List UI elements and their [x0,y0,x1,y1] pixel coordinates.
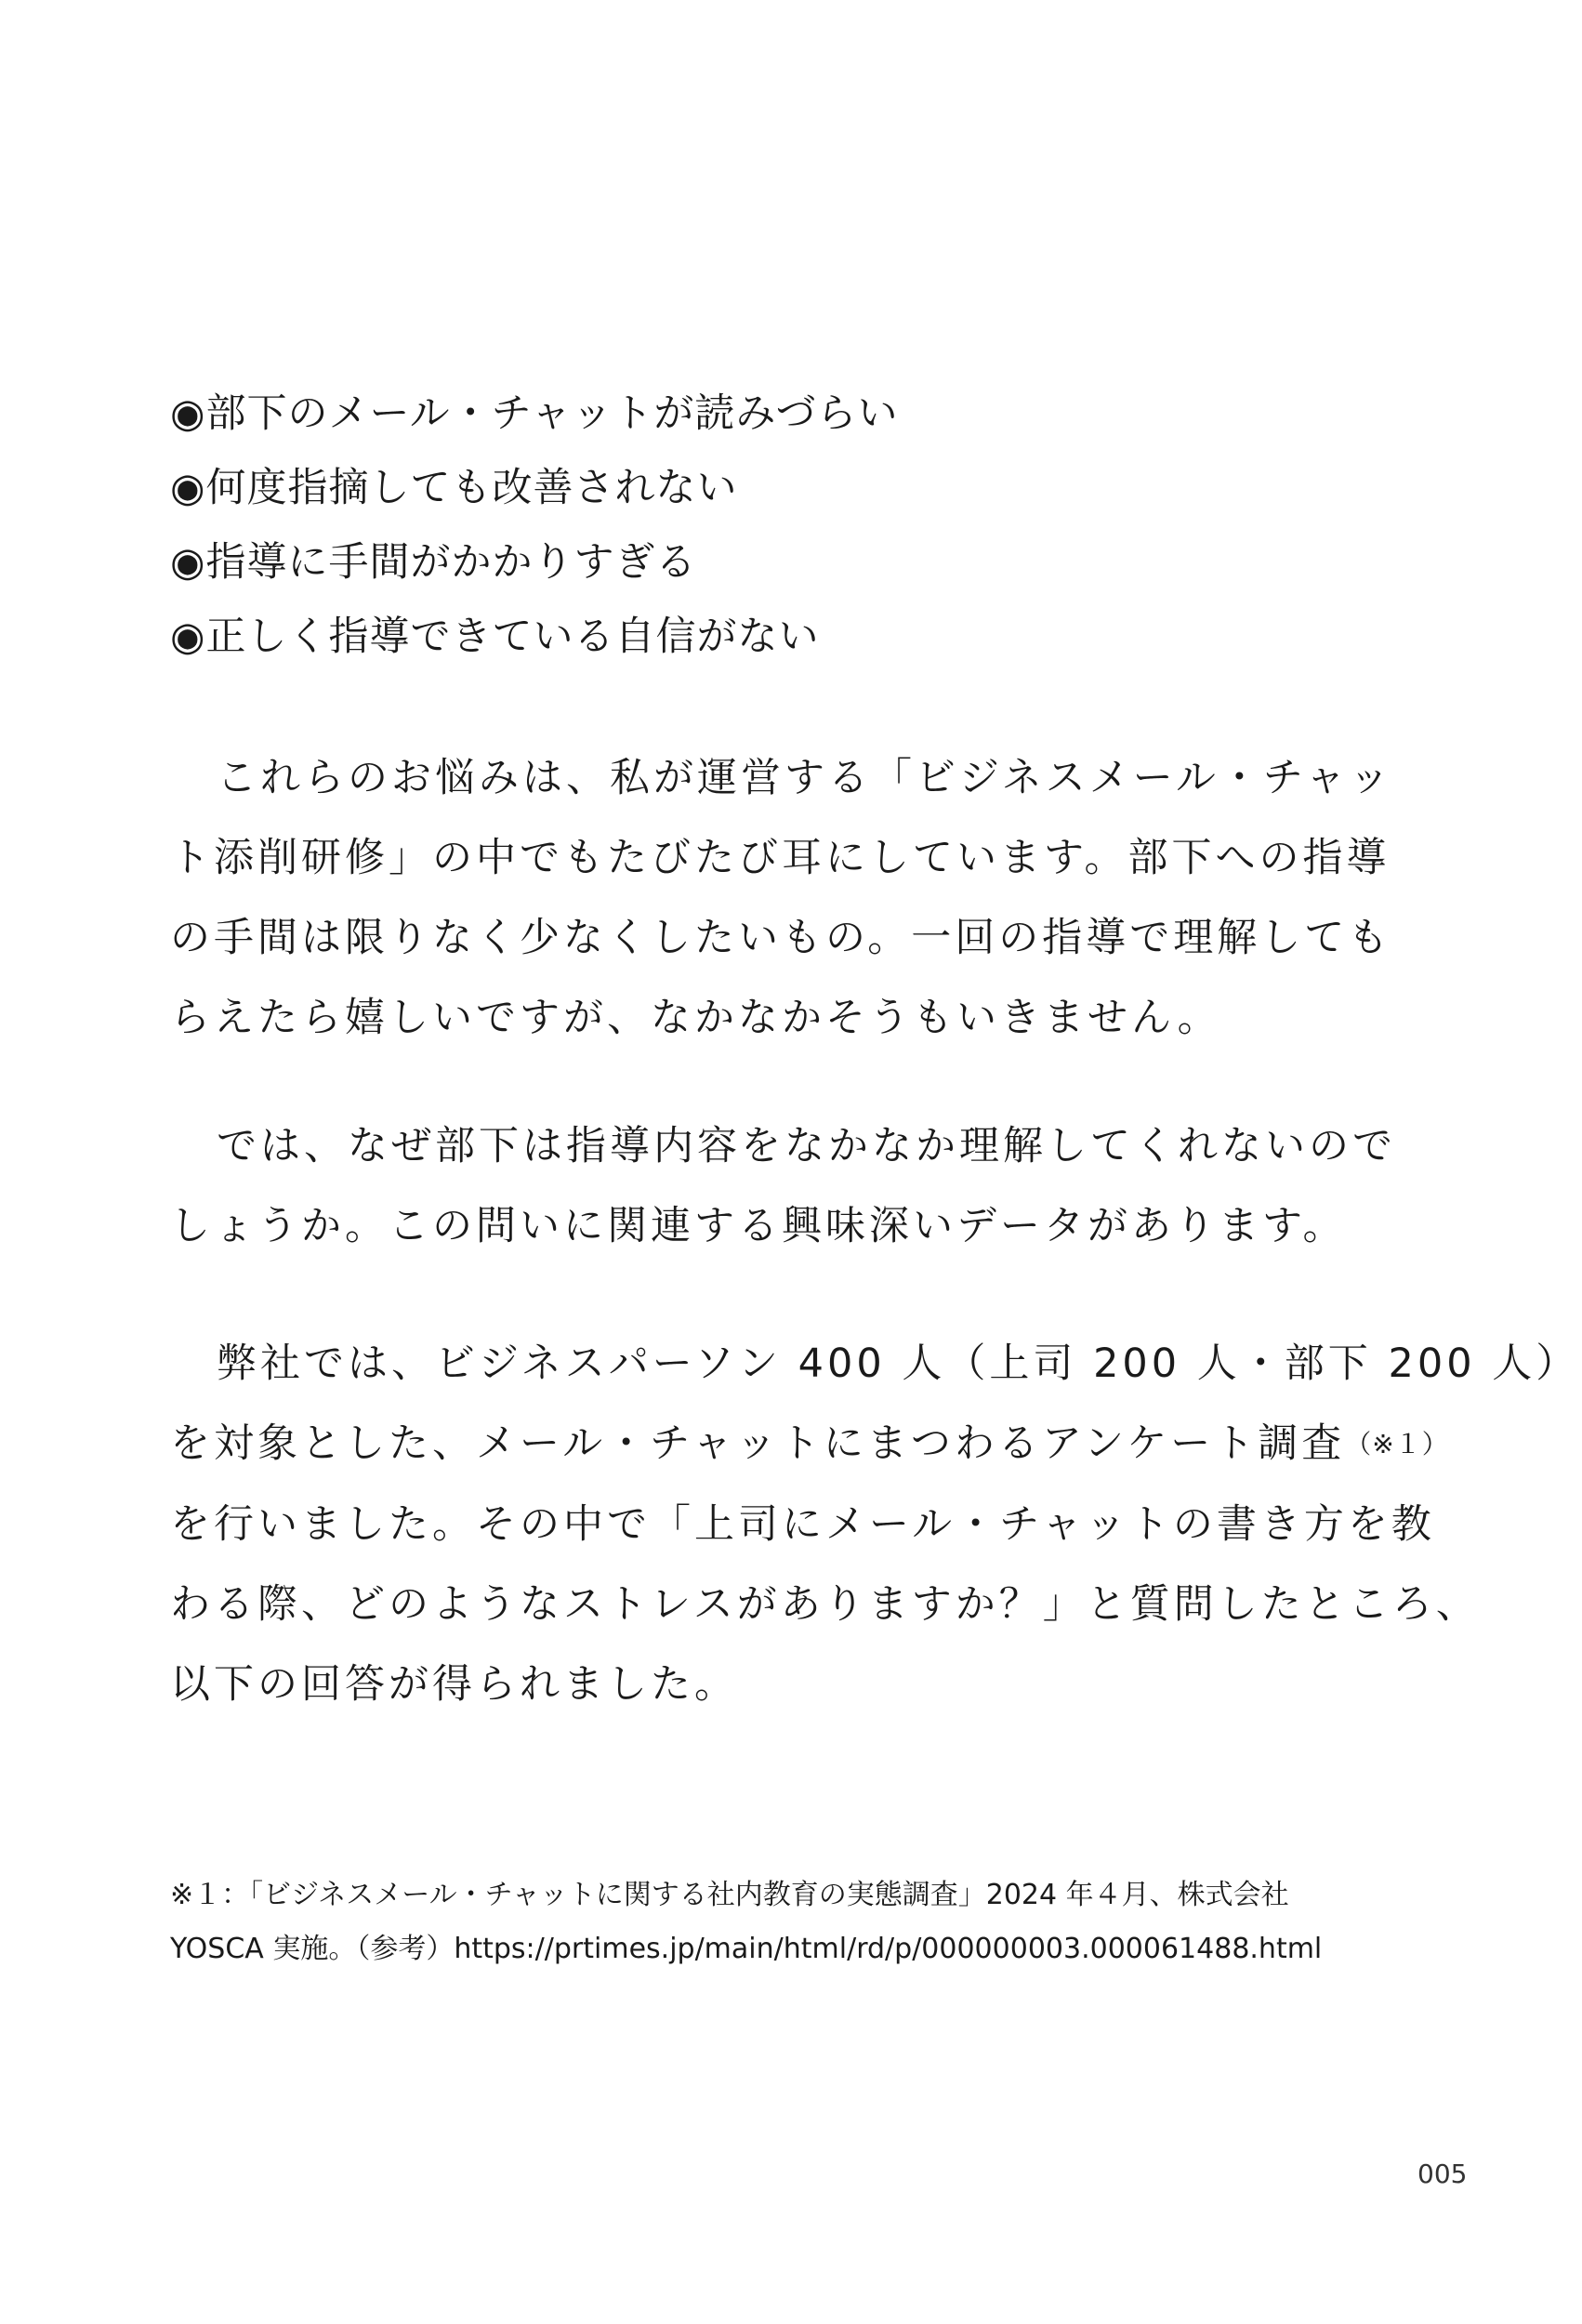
footnote [170,1868,1416,1976]
text-line: らえたら嬉しいですが、なかなかそうもいきません。 [170,995,1221,1041]
concern-list [170,376,1416,674]
list-item: ◉指導に手間がかかりすぎる [170,539,697,586]
page-number: 005 [1417,2159,1468,2189]
text-line [170,1404,1449,1485]
body-paragraph-1 [170,738,1416,1058]
text-line: わる際、どのようなストレスがありますか？」と質問したところ、 [170,1581,1480,1628]
text-fragment: を対象とした、メール・チャットにまつわるアンケート調査 [170,1420,1346,1467]
text-line: これらのお悩みは、私が運営する「ビジネスメール・チャッ [217,755,1393,801]
text-line: 弊社では、ビジネスパーソン 400 人（上司 200 人・部下 200 人） [217,1340,1580,1387]
footnote-line: ※１：「ビジネスメール・チャットに関する社内教育の実態調査」2024 年４月、株式会社 [170,1879,1289,1911]
text-line: 以下の回答が得られました。 [170,1661,738,1708]
text-line: では、なぜ部下は指導内容をなかなか理解してくれないので [217,1123,1396,1169]
text-line: の手間は限りなく少なくしたいもの。一回の指導で理解しても [170,915,1392,961]
footnote-line: YOSCA 実施。（参考）https://prtimes.jp/main/html/rd/p/000000003.000061488.html [170,1933,1323,1965]
footnote-reference: （※１） [1345,1429,1449,1459]
list-item: ◉正しく指導できている自信がない [170,614,820,660]
body-paragraph-2 [170,1106,1416,1266]
list-item: ◉何度指摘しても改善されない [170,465,738,511]
body-paragraph-3 [170,1324,1580,1724]
text-line: を行いました。その中で「上司にメール・チャットの書き方を教 [170,1501,1435,1548]
text-line: しょうか。この問いに関連する興味深いデータがあります。 [170,1203,1347,1249]
list-item: ◉部下のメール・チャットが読みづらい [170,390,899,437]
text-line: ト添削研修」の中でもたびたび耳にしています。部下への指導 [170,835,1391,881]
